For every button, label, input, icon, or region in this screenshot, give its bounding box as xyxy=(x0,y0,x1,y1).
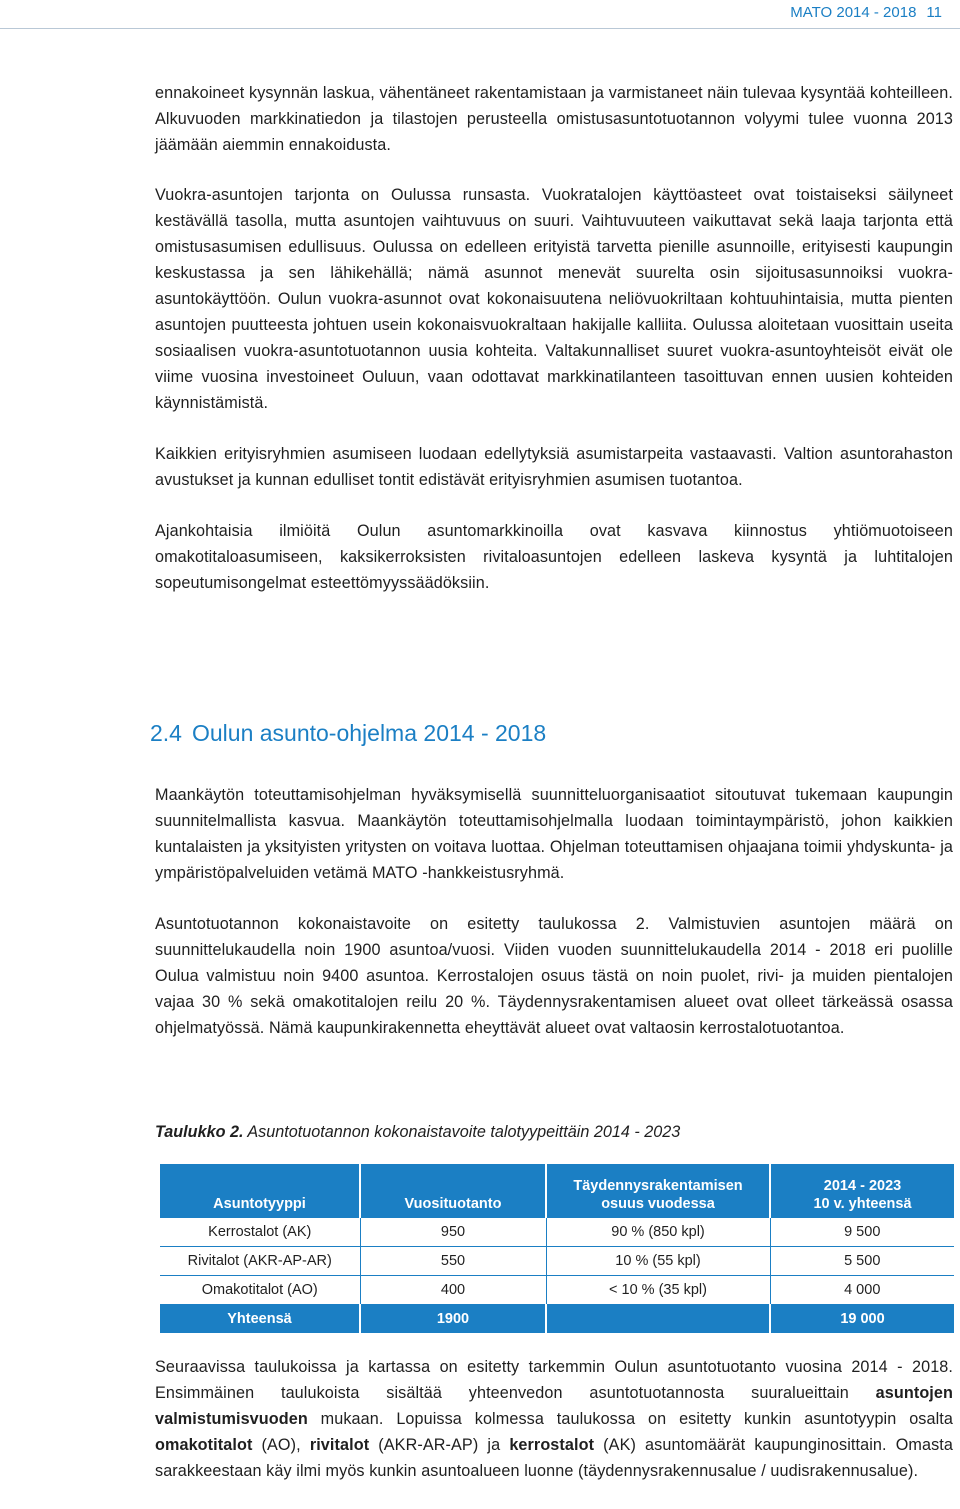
closing-paragraph xyxy=(155,1354,953,1484)
header-annual: Vuosituotanto xyxy=(360,1164,546,1218)
section-paragraph-2: Asuntotuotannon kokonaistavoite on esitetty taulukossa 2. Valmistuvien asuntojen määrä on suunnittelukaudella noin 1900 asuntoa/vuosi. Viiden vuoden suunnittelukaudella 2014 - 2018 eri puolille Oulua valmistuu noin 9400 asuntoa. Kerrostalojen osuus tästä on noin puolet, rivi- ja muiden pientalojen vajaa 30 % sekä omakotitalojen reilu 20 %. Täydennysrakentamisen alueet ovat olleet tärkeässä osassa ohjelmatyössä. Nämä kaupunkirakennetta eheyttävät alueet ovat valtaosin kerrostalotuotantoa. xyxy=(155,915,953,1037)
housing-target-table xyxy=(160,1164,954,1333)
body-text-bottom xyxy=(155,1354,953,1484)
total-infill xyxy=(546,1305,770,1334)
body-text-top xyxy=(155,80,953,596)
closing-text-3: (AO), xyxy=(252,1436,310,1454)
closing-bold-1: asuntojen valmistumisvuoden xyxy=(155,1384,953,1428)
table-row xyxy=(160,1247,954,1276)
cell-infill: 90 % (850 kpl) xyxy=(546,1218,770,1247)
table-total-row xyxy=(160,1305,954,1334)
closing-text-4: (AKR-AR-AP) ja xyxy=(369,1436,510,1454)
header-total-line1: 2014 - 2023 xyxy=(823,1178,902,1194)
cell-annual: 400 xyxy=(360,1276,546,1305)
table-header-row xyxy=(160,1164,954,1218)
table-caption xyxy=(155,1123,680,1142)
cell-infill: 10 % (55 kpl) xyxy=(546,1247,770,1276)
header-infill-line2: osuus vuodessa xyxy=(601,1196,715,1212)
closing-text-1: Seuraavissa taulukoissa ja kartassa on esitetty tarkemmin Oulun asuntotuotanto vuosina 2014 - 2018. Ensimmäinen taulukoista sisältää yhteenvedon asuntotuotannosta suuralueittain xyxy=(155,1358,953,1402)
closing-text-2: mukaan. Lopuissa kolmessa taulukossa on esitetty kunkin asuntotyypin osalta xyxy=(307,1410,953,1428)
cell-infill: < 10 % (35 kpl) xyxy=(546,1276,770,1305)
table-caption-text: Asuntotuotannon kokonaistavoite talotyypeittäin 2014 - 2023 xyxy=(243,1123,681,1141)
table-row xyxy=(160,1218,954,1247)
cell-type: Rivitalot (AKR-AP-AR) xyxy=(160,1247,360,1276)
table-caption-label: Taulukko 2. xyxy=(155,1123,244,1141)
cell-total: 4 000 xyxy=(770,1276,954,1305)
total-annual: 1900 xyxy=(360,1305,546,1334)
section-heading xyxy=(150,720,546,747)
closing-bold-2: omakotitalot xyxy=(155,1436,253,1454)
paragraph-1: ennakoineet kysynnän laskua, vähentäneet rakentamistaan ja varmistaneet näin tulevaa kysyntää kohteilleen. Alkuvuoden markkinatiedon ja tilastojen perusteella omistusasuntotuotannon volyymi tulee vuonna 2013 jäämään aiemmin ennakoidusta. xyxy=(155,84,953,154)
header-infill xyxy=(546,1164,770,1218)
closing-bold-4: kerrostalot xyxy=(509,1436,595,1454)
cell-type: Omakotitalot (AO) xyxy=(160,1276,360,1305)
table-row xyxy=(160,1276,954,1305)
body-text-section xyxy=(155,782,953,1041)
page-header xyxy=(0,0,960,29)
section-number: 2.4 xyxy=(150,720,182,746)
cell-type: Kerrostalot (AK) xyxy=(160,1218,360,1247)
report-title: MATO 2014 - 2018 xyxy=(790,4,917,21)
running-header xyxy=(790,4,942,21)
cell-annual: 550 xyxy=(360,1247,546,1276)
closing-bold-3: rivitalot xyxy=(309,1436,370,1454)
page-number: 11 xyxy=(926,4,942,21)
paragraph-4: Ajankohtaisia ilmiöitä Oulun asuntomarkkinoilla ovat kasvava kiinnostus yhtiömuotoiseen omakotitaloasumiseen, kaksikerroksisten rivitaloasuntojen edelleen laskeva kysyntä ja luhtitalojen sopeutumisongelmat esteettömyyssäädöksiin. xyxy=(155,522,953,592)
section-title: Oulun asunto-ohjelma 2014 - 2018 xyxy=(191,720,547,746)
closing-text-5: (AK) asuntomäärät kaupunginosittain. Omasta sarakkeestaan käy ilmi myös kunkin asuntoalueen luonne (täydennysrakennusalue / uudisrakennusalue). xyxy=(155,1436,953,1480)
header-infill-line1: Täydennysrakentamisen xyxy=(573,1178,743,1194)
total-type: Yhteensä xyxy=(160,1305,360,1334)
paragraph-3: Kaikkien erityisryhmien asumiseen luodaan edellytyksiä asumistarpeita vastaavasti. Valtion asuntorahaston avustukset ja kunnan edulliset tontit edistävät erityisryhmien asumisen tuotantoa. xyxy=(155,445,953,489)
header-type: Asuntotyyppi xyxy=(160,1164,360,1218)
cell-annual: 950 xyxy=(360,1218,546,1247)
total-sum: 19 000 xyxy=(770,1305,954,1334)
cell-total: 5 500 xyxy=(770,1247,954,1276)
paragraph-2: Vuokra-asuntojen tarjonta on Oulussa runsasta. Vuokratalojen käyttöasteet ovat toistaiseksi säilyneet kestävällä tasolla, mutta asuntojen vaihtuvuus on suuri. Vaihtuvuuteen vaikuttavat sekä laaja tarjonta että omistusasumisen edullisuus. Oulussa on edelleen erityistä tarvetta pienille asunnoille, erityisesti kaupungin keskustassa ja sen lähikehällä; nämä asunnot menevät suurelta osin sijoitusasunnoiksi vuokra-asuntokäyttöön. Oulun vuokra-asunnot ovat kokonaisuutena neliövuokriltaan kohtuuhintaisia, mutta pienten asuntojen puutteesta johtuen usein kokonaisvuokraltaan hakijalle kalliita. Oulussa aloitetaan vuosittain useita sosiaalisen vuokra-asuntotuotannon uusia kohteita. Valtakunnalliset suuret vuokra-asuntoyhteisöt eivät ole viime vuosina investoineet Ouluun, vaan odottavat markkinatilanteen tasoittuvan ennen uusien kohteiden käynnistämistä. xyxy=(155,186,953,412)
header-total xyxy=(770,1164,954,1218)
section-paragraph-1: Maankäytön toteuttamisohjelman hyväksymisellä suunnitteluorganisaatiot sitoutuvat tukemaan kaupungin suunnitelmallista kasvua. Maankäytön toteuttamisohjelmalla luodaan toimintaympäristö, johon kaikkien kuntalaisten ja yksityisten yritysten on voitava luottaa. Ohjelman toteuttamisen ohjaajana toimii yhdyskunta- ja ympäristöpalveluiden vetämä MATO -hankkeistusryhmä. xyxy=(155,786,953,882)
header-total-line2: 10 v. yhteensä xyxy=(813,1196,912,1212)
cell-total: 9 500 xyxy=(770,1218,954,1247)
